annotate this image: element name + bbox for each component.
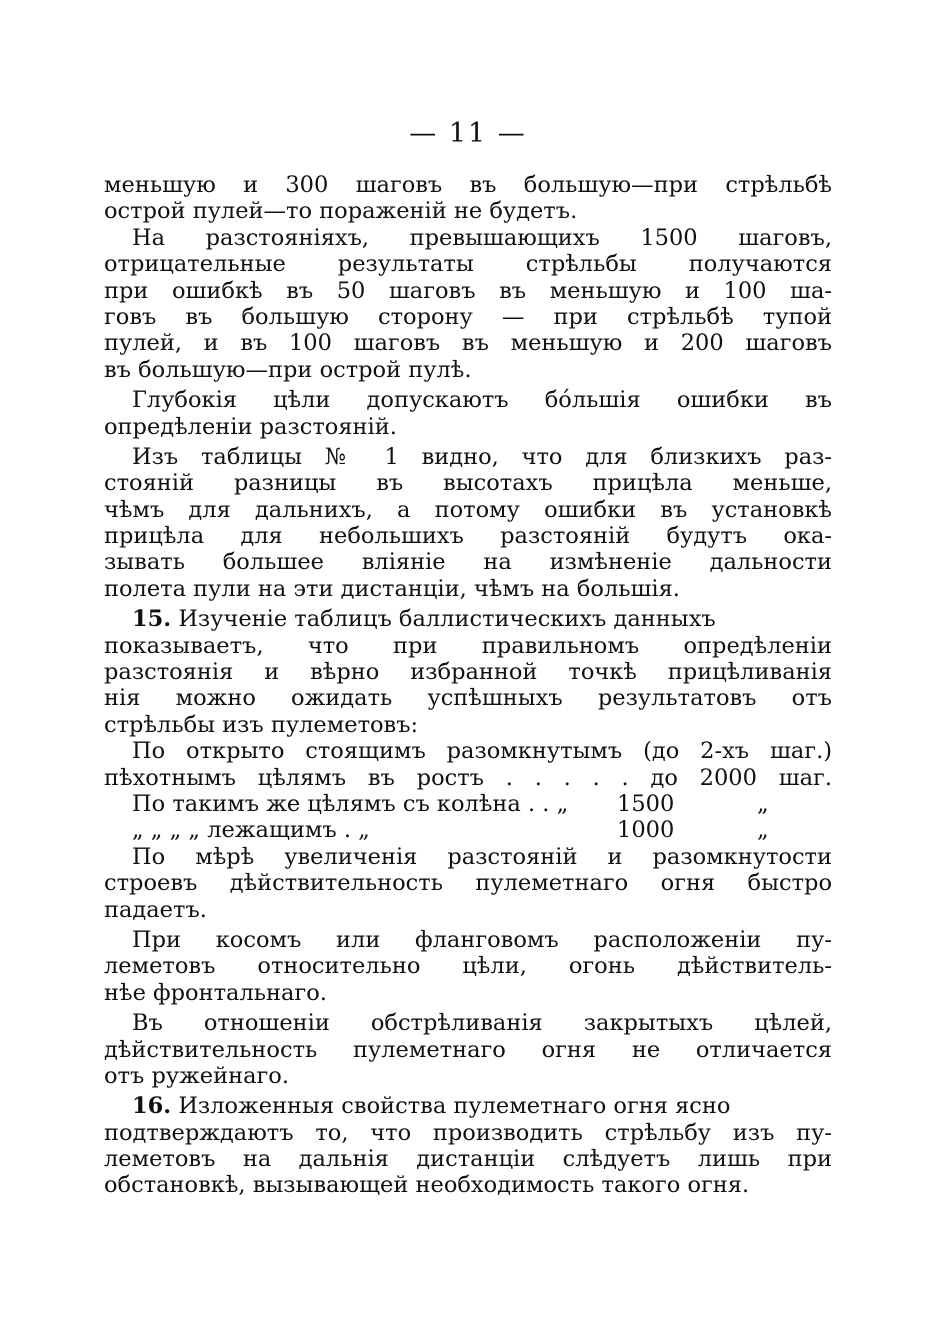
text-body	[104, 172, 832, 1199]
table-cell: По такимъ же цѣлямъ съ колѣна . . „	[132, 790, 569, 817]
text-line: полета пули на эти дистанціи, чѣмъ на большія.	[104, 575, 680, 602]
text-line: Изученіе таблицъ баллистическихъ данныхъ	[178, 606, 716, 633]
text-line: По мѣрѣ увеличенія разстояній и разомкнутости	[132, 843, 832, 870]
text-line: острой пулей—то пораженій не будетъ.	[104, 198, 578, 225]
text-line: Глубокія цѣли допускаютъ бо́льшія ошибки въ	[132, 387, 832, 414]
table-cell: 1000	[617, 817, 675, 844]
table-cell: 1500	[617, 790, 675, 817]
text-line: обстановкѣ, вызывающей необходимость такого огня.	[104, 1172, 750, 1199]
text-line: При косомъ или фланговомъ расположеніи пу-	[132, 926, 832, 953]
text-line: зывать большее вліяніе на измѣненіе дальности	[104, 549, 832, 576]
text-line: говъ въ большую сторону — при стрѣльбѣ тупой	[104, 303, 832, 330]
text-line: пѣхотнымъ цѣлямъ въ ростъ . . . . . до 2000 шаг.	[104, 764, 832, 791]
text-line: нѣе фронтальнаго.	[104, 979, 327, 1006]
text-line: отрицательные результаты стрѣльбы получаются	[104, 251, 832, 278]
section-line-16	[104, 1093, 832, 1119]
section-number-16: 16.	[132, 1093, 172, 1120]
text-line: Изъ таблицы № 1 видно, что для близкихъ раз-	[132, 443, 832, 470]
text-line: въ большую—при острой пулѣ.	[104, 356, 472, 383]
text-line: пулей, и въ 100 шаговъ въ меньшую и 200 шаговъ	[104, 330, 832, 357]
page-number: — 11 —	[409, 118, 527, 149]
text-line: подтверждаютъ то, что производить стрѣльбу изъ пу-	[104, 1119, 832, 1146]
text-line: чѣмъ для дальнихъ, а потому ошибки въ установкѣ	[104, 496, 832, 523]
text-line: показываетъ, что при правильномъ опредѣленіи	[104, 632, 832, 659]
text-line: разстоянія и вѣрно избранной точкѣ прицѣливанія	[104, 659, 832, 686]
text-line: стрѣльбы изъ пулеметовъ:	[104, 711, 419, 738]
text-line: леметовъ на дальнія дистанціи слѣдуетъ лишь при	[104, 1146, 832, 1173]
section-line-15	[104, 606, 832, 632]
text-line: при ошибкѣ въ 50 шаговъ въ меньшую и 100 ша-	[104, 277, 832, 304]
text-line: По открыто стоящимъ разомкнутымъ (до 2-хъ шаг.)	[132, 738, 832, 765]
table-row	[104, 817, 832, 843]
text-line: опредѣленіи разстояній.	[104, 413, 397, 440]
text-line: Изложенныя свойства пулеметнаго огня ясно	[178, 1093, 731, 1120]
text-line: прицѣла для небольшихъ разстояній будутъ ока-	[104, 523, 832, 550]
text-line: Въ отношеніи обстрѣливанія закрытыхъ цѣлей,	[132, 1010, 832, 1037]
table-row	[104, 791, 832, 817]
text-line: дѣйствительность пулеметнаго огня не отличается	[104, 1036, 832, 1063]
section-number-15: 15.	[132, 606, 172, 633]
text-line: меньшую и 300 шаговъ въ большую—при стрѣльбѣ	[104, 172, 832, 198]
table-cell: „	[757, 817, 769, 844]
text-line: падаетъ.	[104, 896, 207, 923]
text-line: леметовъ относительно цѣли, огонь дѣйствитель-	[104, 953, 832, 980]
text-line: На разстояніяхъ, превышающихъ 1500 шаговъ,	[132, 224, 832, 251]
text-line: отъ ружейнаго.	[104, 1062, 290, 1089]
table-cell: „	[757, 790, 769, 817]
text-line: строевъ дѣйствительность пулеметнаго огня быстро	[104, 870, 832, 897]
table-cell: „ „ „ „ лежащимъ . „	[132, 817, 370, 844]
text-line: стояній разницы въ высотахъ прицѣла меньше,	[104, 470, 832, 497]
text-line: нія можно ожидать успѣшныхъ результатовъ отъ	[104, 685, 832, 712]
